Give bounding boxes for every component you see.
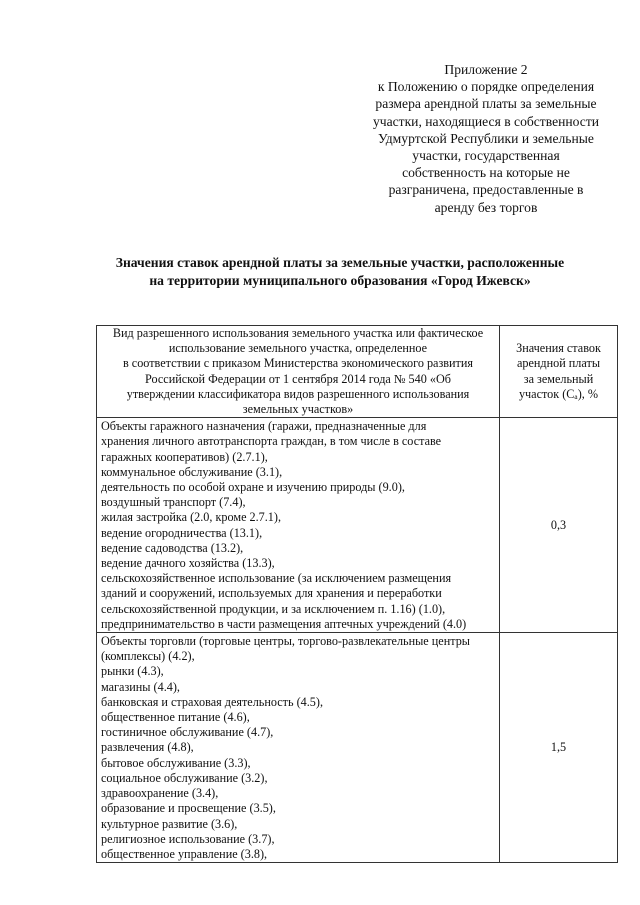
use-item: ведение садоводства (13.2), bbox=[101, 540, 244, 555]
use-item: ведение дачного хозяйства (13.3), bbox=[101, 556, 275, 571]
use-item: общественное питание (4.6), bbox=[101, 710, 250, 725]
appendix-line: собственность на которые не bbox=[402, 165, 570, 181]
use-item: культурное развитие (3.6), bbox=[101, 816, 238, 831]
use-item: (комплексы) (4.2), bbox=[101, 649, 195, 664]
use-item: здравоохранение (3.4), bbox=[101, 786, 219, 801]
appendix-note bbox=[352, 61, 620, 216]
header-use-line: утверждении классификатора видов разрешенного использования bbox=[126, 386, 470, 401]
header-rate-line: за земельный bbox=[523, 371, 594, 386]
title-line: на территории муниципального образования «Город Ижевск» bbox=[149, 273, 531, 288]
header-use-line: земельных участков» bbox=[242, 402, 354, 417]
use-item: жилая застройка (2.0, кроме 2.7.1), bbox=[101, 510, 282, 525]
rates-table bbox=[96, 325, 618, 863]
use-item: бытовое обслуживание (3.3), bbox=[101, 755, 251, 770]
use-item: зданий и сооружений, используемых для хранения и переработки bbox=[101, 586, 442, 601]
header-use-line: в соответствии с приказом Министерства экономического развития bbox=[122, 356, 474, 371]
use-item: ведение огородничества (13.1), bbox=[101, 525, 263, 540]
header-use-line: Вид разрешенного использования земельного участка или фактическое bbox=[112, 326, 484, 340]
header-rate-line: Значения ставок bbox=[516, 341, 601, 356]
header-use-line: использование земельного участка, определенное bbox=[168, 341, 428, 356]
title-line: Значения ставок арендной платы за земельные участки, расположенные bbox=[115, 255, 565, 270]
use-item: социальное обслуживание (3.2), bbox=[101, 770, 268, 785]
header-use-cell bbox=[97, 326, 500, 418]
use-item: Объекты торговли (торговые центры, торгово-развлекательные центры bbox=[101, 634, 470, 649]
use-item: сельскохозяйственной продукции, и за исключением п. 1.16) (1.0), bbox=[101, 601, 446, 616]
header-use-line: Российской Федерации от 1 сентября 2014 года № 540 «Об bbox=[145, 371, 451, 386]
appendix-line: аренду без торгов bbox=[434, 199, 538, 215]
use-item: общественное управление (3.8), bbox=[101, 846, 268, 861]
appendix-line: участки, находящиеся в собственности bbox=[372, 113, 600, 129]
use-item: банковская и страховая деятельность (4.5), bbox=[101, 694, 324, 709]
appendix-line: участки, государственная bbox=[412, 148, 560, 164]
use-list-cell bbox=[97, 633, 500, 863]
use-item: предпринимательство в части размещения аптечных учреждений (4.0) bbox=[101, 616, 467, 631]
use-item: хранения личного автотранспорта граждан, в том числе в составе bbox=[101, 434, 442, 449]
use-item: религиозное использование (3.7), bbox=[101, 831, 275, 846]
table-row bbox=[97, 418, 618, 633]
header-rate-line: участок (Сₐ), % bbox=[518, 386, 599, 401]
rate-value: 0,3 bbox=[500, 418, 618, 633]
use-item: сельскохозяйственное использование (за исключением размещения bbox=[101, 571, 452, 586]
header-rate-line: арендной платы bbox=[516, 356, 601, 371]
document-title bbox=[80, 254, 600, 290]
use-item: гостиничное обслуживание (4.7), bbox=[101, 725, 274, 740]
appendix-line: размера арендной платы за земельные bbox=[375, 96, 597, 112]
use-item: развлечения (4.8), bbox=[101, 740, 194, 755]
use-item: гаражных кооперативов) (2.7.1), bbox=[101, 449, 268, 464]
use-item: коммунальное обслуживание (3.1), bbox=[101, 464, 283, 479]
use-item: рынки (4.3), bbox=[101, 664, 164, 679]
appendix-line: Приложение 2 bbox=[444, 62, 528, 77]
appendix-line: к Положению о порядке определения bbox=[377, 79, 595, 95]
appendix-line: разграничена, предоставленные в bbox=[388, 182, 584, 198]
rate-value: 1,5 bbox=[500, 633, 618, 863]
use-item: образование и просвещение (3.5), bbox=[101, 801, 276, 816]
table-row bbox=[97, 633, 618, 863]
use-item: магазины (4.4), bbox=[101, 679, 180, 694]
use-item: воздушный транспорт (7.4), bbox=[101, 495, 246, 510]
use-item: Объекты гаражного назначения (гаражи, предназначенные для bbox=[101, 419, 427, 434]
header-rate-cell bbox=[500, 326, 618, 418]
use-list-cell bbox=[97, 418, 500, 633]
appendix-line: Удмуртской Республики и земельные bbox=[378, 130, 594, 146]
table-header-row bbox=[97, 326, 618, 418]
use-item: деятельность по особой охране и изучению природы (9.0), bbox=[101, 480, 405, 495]
